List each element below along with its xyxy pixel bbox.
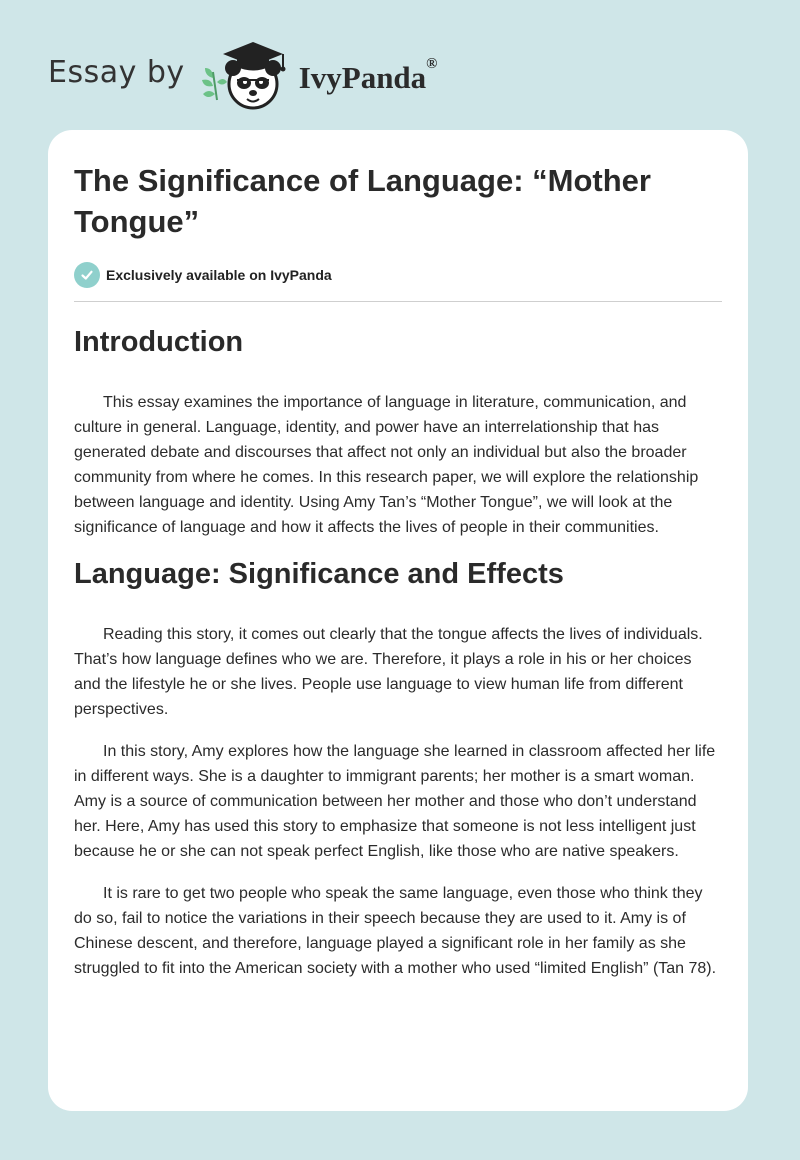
exclusive-label: Exclusively available on IvyPanda <box>106 267 332 283</box>
panda-graduate-logo-icon <box>199 36 295 116</box>
brand-prefix: Essay by <box>48 54 185 90</box>
essay-title: The Significance of Language: “Mother Tongue” <box>74 163 651 239</box>
section-heading-language: Language: Significance and Effects <box>74 558 564 590</box>
essay-card <box>48 130 748 1111</box>
paragraph: It is rare to get two people who speak the same language, even those who think they do so, fail to notice the variations in their speech because they are used to it. Amy is of Chinese descent, and therefore, language played a significant role in her family as she struggled to fit into the American society with a mother who used “limited English” (Tan 78). <box>74 885 717 977</box>
paragraph: This essay examines the importance of language in literature, communication, and culture in general. Language, identity, and power have an interrelationship that has generated debate and discourses that affect not only an individual but also the broader community from where he comes. In this research paper, we will explore the relationship between language and identity. Using Amy Tan’s “Mother Tongue”, we will look at the significance of language and how it affects the lives of people in their communities. <box>74 394 699 536</box>
paragraph: In this story, Amy explores how the language she learned in classroom affected her life in different ways. She is a daughter to immigrant parents; her mother is a smart woman. Amy is a source of communication between her mother and those who don’t understand her. Here, Amy has used this story to emphasize that someone is not less intelligent just because he or she can not speak perfect English, like those who are native speakers. <box>74 743 716 860</box>
site-brand[interactable] <box>48 36 437 116</box>
check-icon <box>74 262 100 288</box>
section-heading-introduction: Introduction <box>74 326 244 358</box>
brand-name: IvyPanda® <box>298 56 438 95</box>
exclusive-badge <box>74 262 722 288</box>
paragraph: Reading this story, it comes out clearly that the tongue affects the lives of individuals. That’s how language defines who we are. Therefore, it plays a role in his or her choices and the lifestyle he or she lives. People use language to view human life from different perspectives. <box>74 626 703 718</box>
divider <box>74 301 722 302</box>
